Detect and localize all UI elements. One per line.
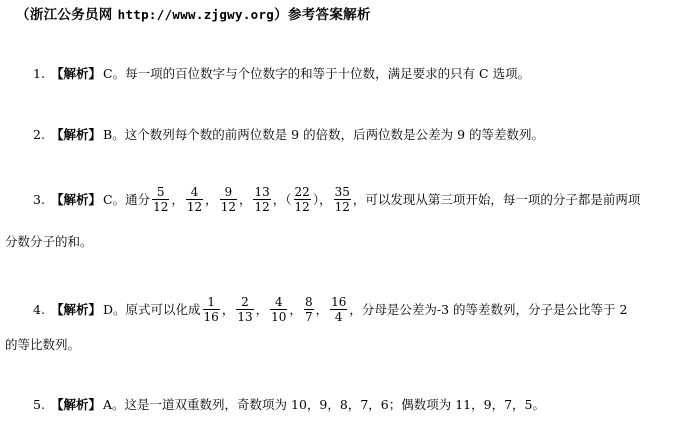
fraction bbox=[253, 185, 270, 214]
comma: ， bbox=[319, 192, 332, 207]
item-tail: ，可以发现从第三项开始，每一项的分子都是前两项 bbox=[352, 192, 641, 207]
fraction bbox=[203, 295, 220, 324]
fraction bbox=[334, 185, 351, 214]
item-text: C。每一项的百位数字与个位数字的和等于十位数，满足要求的只有 C 选项。 bbox=[103, 66, 531, 81]
fraction-denominator: 16 bbox=[203, 310, 219, 324]
header-url-link[interactable]: http://www.zjgwy.org bbox=[117, 7, 275, 22]
fraction-numerator: 35 bbox=[334, 185, 350, 199]
item-tag: 【解析】 bbox=[51, 127, 102, 142]
fraction-denominator: 10 bbox=[271, 310, 287, 324]
fraction-denominator: 7 bbox=[304, 310, 313, 324]
fraction-denominator: 12 bbox=[254, 200, 270, 214]
item-tail: ，分母是公差为-3 的等差数列，分子是公比等于 2 bbox=[349, 302, 628, 317]
item-tag: 【解析】 bbox=[51, 397, 102, 412]
comma: ， bbox=[255, 302, 269, 317]
comma: ， bbox=[171, 192, 184, 207]
answer-item-1 bbox=[33, 66, 530, 82]
fraction-numerator: 16 bbox=[331, 295, 347, 309]
paren-close: ） bbox=[312, 192, 320, 207]
paren-open: （ bbox=[285, 192, 292, 207]
item-lead: C。通分 bbox=[103, 192, 151, 207]
header-right-paren: ） bbox=[274, 7, 288, 23]
item-number: 3. bbox=[33, 192, 45, 207]
fraction bbox=[220, 185, 237, 214]
header-title: 参考答案解析 bbox=[287, 7, 371, 23]
item-text: B。这个数列每个数的前两位数是 9 的倍数，后两位数是公差为 9 的等差数列。 bbox=[103, 127, 545, 142]
fraction-numerator: 9 bbox=[224, 185, 233, 199]
header-left-paren: （ bbox=[16, 7, 30, 23]
fraction bbox=[330, 295, 347, 324]
fraction-numerator: 5 bbox=[156, 185, 165, 199]
item-number: 4. bbox=[33, 302, 45, 317]
comma: ， bbox=[205, 192, 218, 207]
answer-item-3 bbox=[33, 186, 640, 215]
comma: ， bbox=[221, 302, 235, 317]
item-tag: 【解析】 bbox=[51, 66, 102, 81]
fraction-numerator: 8 bbox=[304, 295, 313, 309]
fraction-denominator: 13 bbox=[237, 310, 253, 324]
answer-item-2 bbox=[33, 127, 544, 143]
item-continuation: 的等比数列。 bbox=[5, 337, 81, 352]
fraction bbox=[236, 295, 253, 324]
item-tag: 【解析】 bbox=[51, 302, 102, 317]
fraction-denominator: 4 bbox=[330, 309, 347, 324]
fraction bbox=[304, 295, 314, 324]
fraction-numerator: 1 bbox=[207, 295, 215, 309]
fraction-numerator: 13 bbox=[254, 185, 270, 199]
fraction-numerator: 22 bbox=[294, 185, 310, 199]
item-text: A。这是一道双重数列，奇数项为 10，9，8，7，6；偶数项为 11，9，7，5。 bbox=[103, 397, 545, 412]
fraction-denominator: 12 bbox=[334, 200, 350, 214]
item-number: 1. bbox=[33, 66, 45, 81]
item-number: 2. bbox=[33, 127, 45, 142]
answer-item-5 bbox=[33, 397, 545, 413]
fraction bbox=[186, 185, 203, 214]
fraction-denominator: 12 bbox=[294, 200, 310, 214]
page-header bbox=[16, 3, 371, 23]
fraction-numerator: 4 bbox=[274, 295, 283, 309]
item-number: 5. bbox=[33, 397, 45, 412]
fraction-numerator: 2 bbox=[241, 295, 249, 309]
comma: ， bbox=[289, 302, 302, 317]
fraction-denominator: 12 bbox=[220, 200, 236, 214]
fraction-denominator: 12 bbox=[153, 200, 169, 214]
comma: ， bbox=[315, 302, 329, 317]
comma: ， bbox=[272, 192, 286, 207]
fraction bbox=[294, 185, 311, 214]
fraction-denominator: 12 bbox=[186, 200, 203, 214]
fraction bbox=[152, 185, 169, 214]
answer-item-4 bbox=[33, 296, 627, 325]
item-lead: D。原式可以化成 bbox=[103, 302, 201, 317]
answer-item-4-continuation bbox=[5, 337, 80, 353]
answer-item-3-continuation bbox=[5, 234, 93, 250]
comma: ， bbox=[238, 192, 252, 207]
item-tag: 【解析】 bbox=[51, 192, 102, 207]
fraction-numerator: 4 bbox=[190, 185, 199, 199]
item-continuation: 分数分子的和。 bbox=[5, 234, 93, 249]
header-site-name: 浙江公务员网 bbox=[29, 7, 118, 23]
fraction bbox=[270, 295, 287, 324]
